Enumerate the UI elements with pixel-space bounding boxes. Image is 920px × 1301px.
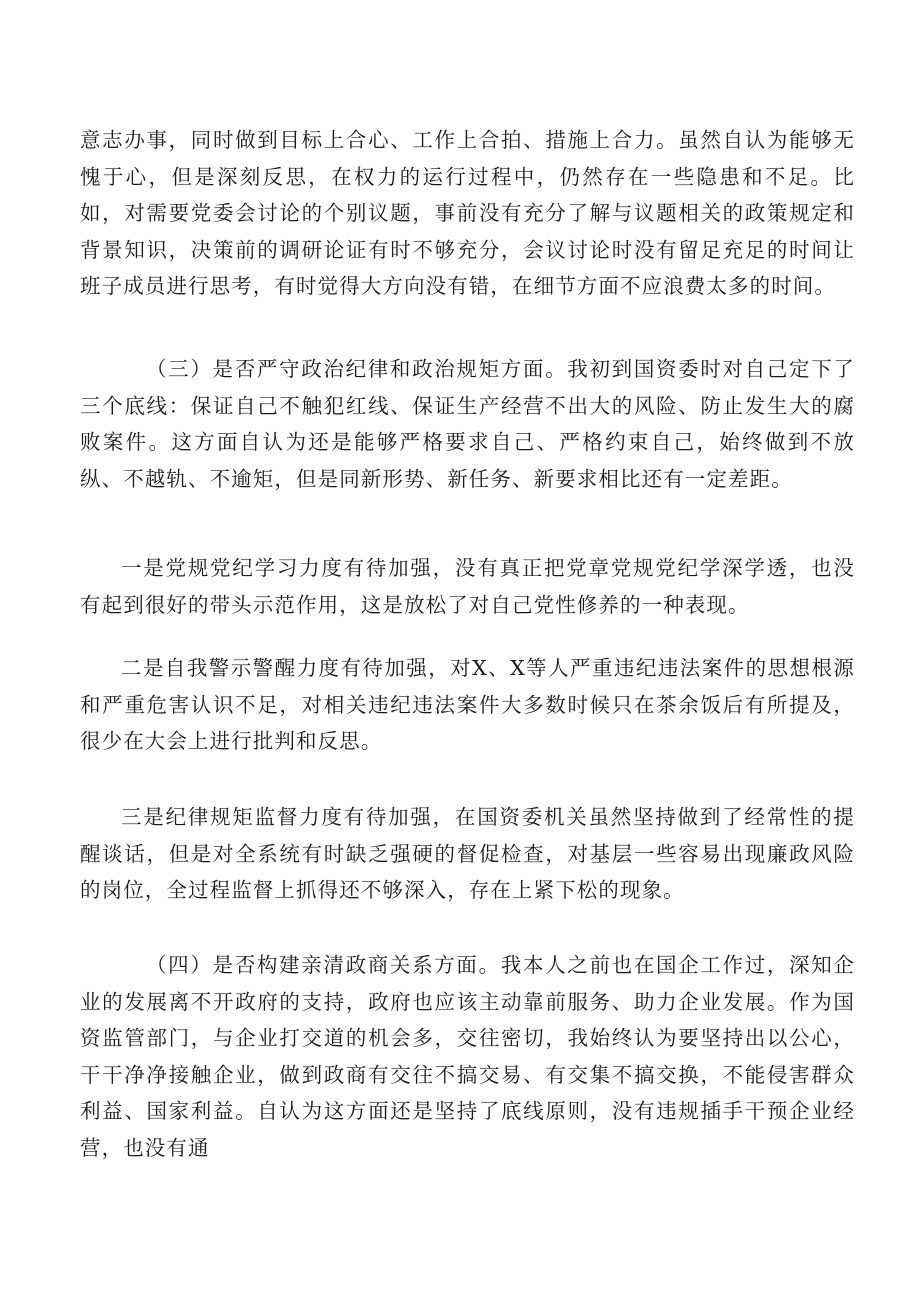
paragraph-point-one: 一是党规党纪学习力度有待加强，没有真正把党章党规党纪学深学透，也没有起到很好的带头示范作用，这是放松了对自己党性修养的一种表现。 — [80, 556, 855, 617]
paragraph-power-operation: 意志办事，同时做到目标上合心、工作上合拍、措施上合力。虽然自认为能够无愧于心，但是深刻反思，在权力的运行过程中，仍然存在一些隐患和不足。比如，对需要党委会讨论的个别议题，事前没有充分了解与议题相关的政策规定和背景知识，决策前的调研论证有时不够充分，会议讨论时没有留足充足的时间让班子成员进行思考，有时觉得大方向没有错，在细节方面不应浪费太多的时间。 — [80, 128, 855, 298]
paragraph-point-three: 三是纪律规矩监督力度有待加强，在国资委机关虽然坚持做到了经常性的提醒谈话，但是对全系统有时缺乏强硬的督促检查，对基层一些容易出现廉政风险的岗位，全过程监督上抓得还不够深入，存在上紧下松的现象。 — [80, 805, 855, 902]
paragraph-political-discipline: （三）是否严守政治纪律和政治规矩方面。我初到国资委时对自己定下了三个底线：保证自己不触犯红线、保证生产经营不出大的风险、防止发生大的腐败案件。这方面自认为还是能够严格要求自己、严格约束自己，始终做到不放纵、不越轨、不逾矩，但是同新形势、新任务、新要求相比还有一定差距。 — [80, 357, 855, 491]
paragraph-point-two: 二是自我警示警醒力度有待加强，对X、X等人严重违纪违法案件的思想根源和严重危害认识不足，对相关违纪违法案件大多数时候只在茶余饭后有所提及，很少在大会上进行批判和反思。 — [80, 656, 855, 753]
paragraph-business-relations: （四）是否构建亲清政商关系方面。我本人之前也在国企工作过，深知企业的发展离不开政府的支持，政府也应该主动靠前服务、助力企业发展。作为国资监管部门，与企业打交道的机会多，交往密切，我始终认为要坚持出以公心，干干净净接触企业，做到政商有交往不搞交易、有交集不搞交换，不能侵害群众利益、国家利益。自认为这方面还是坚持了底线原则，没有违规插手干预企业经营，也没有通 — [80, 953, 855, 1160]
